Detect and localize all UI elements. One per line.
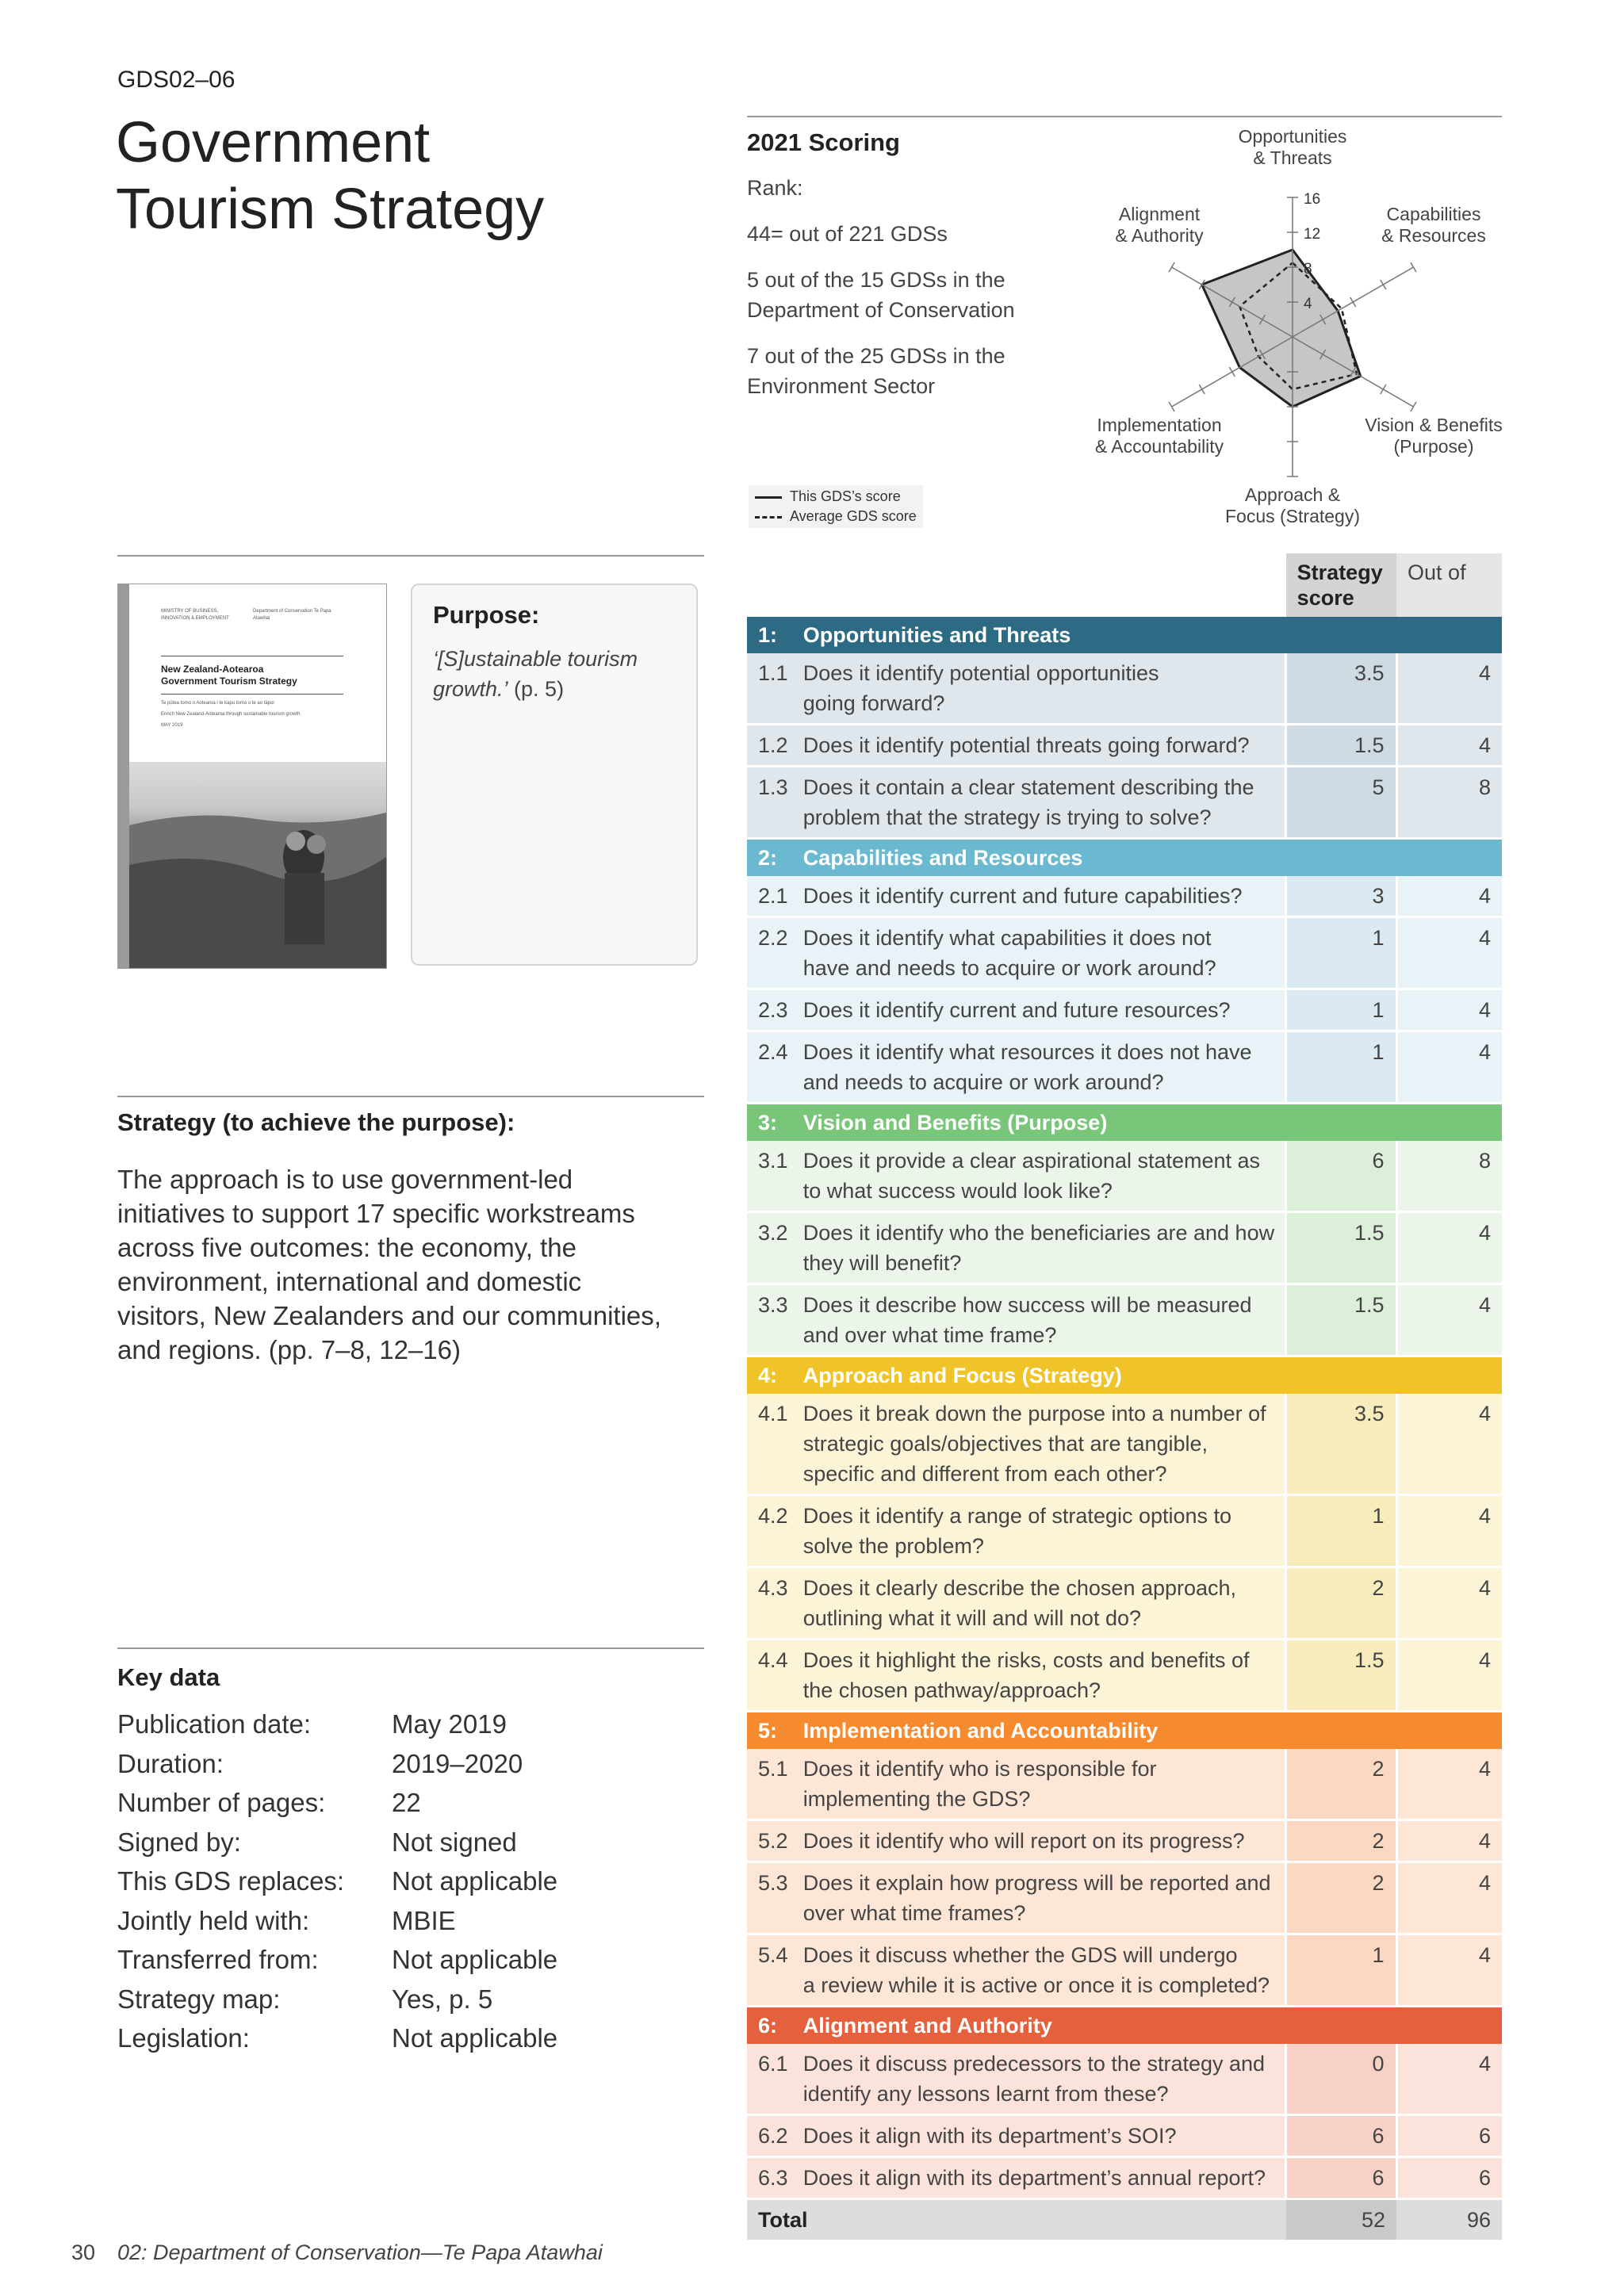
rank-label: Rank: — [747, 176, 803, 200]
question-number: 1.2 — [747, 725, 803, 767]
strategy-score: 1.5 — [1286, 1640, 1396, 1712]
header-score-line: Strategy — [1297, 561, 1383, 584]
key-data-value: Not applicable — [392, 1866, 558, 1896]
strategy-score: 2 — [1286, 1749, 1396, 1820]
question-line: outlining what it will and will not do? — [802, 1606, 1141, 1630]
section-title: Implementation and Accountability — [803, 1712, 1502, 1750]
radar-tick — [1169, 262, 1174, 272]
radar-axis-label — [1381, 204, 1486, 246]
radar-axis-label — [1239, 126, 1347, 168]
key-data-value: May 2019 — [392, 1709, 507, 1739]
question-line: have and needs to acquire or work around? — [802, 956, 1216, 980]
strategy-line: The approach is to use government-led — [117, 1165, 573, 1194]
question-line: a review while it is active or once it is completed? — [802, 1973, 1270, 1997]
question-line: Does it align with its department’s SOI? — [802, 2124, 1177, 2148]
divider-strategy — [117, 1096, 704, 1097]
header-score-line: score — [1297, 586, 1354, 610]
question-number: 1.1 — [747, 653, 803, 725]
strategy-line: visitors, New Zealanders and our communities, — [117, 1301, 661, 1330]
score-table — [747, 553, 1502, 2240]
question-line: Does it break down the purpose into a number of — [802, 1402, 1266, 1425]
cover-title-line-2: Government Tourism Strategy — [161, 675, 297, 687]
question-text — [803, 1934, 1286, 2007]
out-of-score: 4 — [1396, 653, 1502, 725]
header-spacer — [803, 553, 1286, 617]
radar-tick — [1411, 402, 1416, 411]
radar-legend — [749, 485, 923, 528]
question-line: going forward? — [802, 691, 945, 715]
strategy-score: 1 — [1286, 989, 1396, 1031]
radar-axis-label-line: Opportunities — [1238, 126, 1347, 147]
radar-tick — [1381, 385, 1386, 394]
key-data-value: Not signed — [392, 1827, 517, 1857]
question-line: Does it highlight the risks, costs and benefits of — [802, 1648, 1250, 1672]
section-header-row — [747, 617, 1502, 653]
question-text — [803, 1495, 1286, 1567]
out-of-score: 4 — [1396, 1862, 1502, 1934]
radar-axis-label — [1225, 484, 1360, 526]
question-number: 4.2 — [747, 1495, 803, 1567]
radar-axis-label-line: Approach & — [1244, 484, 1341, 505]
question-number: 4.4 — [747, 1640, 803, 1712]
section-title: Opportunities and Threats — [803, 617, 1502, 653]
radar-tick-label: 12 — [1304, 226, 1321, 243]
table-row — [747, 917, 1502, 989]
footer-text: 02: Department of Conservation—Te Papa Atawhai — [117, 2241, 603, 2264]
strategy-score: 1 — [1286, 917, 1396, 989]
question-number: 1.3 — [747, 767, 803, 839]
strategy-score: 1 — [1286, 1031, 1396, 1104]
scoring-title: 2021 Scoring — [747, 128, 900, 156]
radar-axis-label — [1095, 415, 1224, 457]
section-number: 3: — [747, 1104, 803, 1142]
divider-scoring — [747, 116, 1502, 117]
cover-rule-mid — [161, 694, 343, 695]
strategy-score: 3.5 — [1286, 1394, 1396, 1495]
page-title-line-2: Tourism Strategy — [116, 178, 545, 241]
strategy-score: 6 — [1286, 1141, 1396, 1212]
table-row — [747, 1934, 1502, 2007]
key-data-value: Not applicable — [392, 2023, 558, 2053]
cover-sub-line: Enrich New Zealand-Aotearoa through sustainable tourism growth — [161, 712, 301, 717]
question-line: Does it describe how success will be measured — [802, 1293, 1252, 1317]
cover-photo — [129, 762, 386, 968]
strategy-score: 2 — [1286, 1567, 1396, 1640]
radar-tick-label: 4 — [1304, 296, 1312, 312]
out-of-score: 8 — [1396, 767, 1502, 839]
out-of-score: 6 — [1396, 2157, 1502, 2199]
table-row — [747, 653, 1502, 725]
section-header-row — [747, 2007, 1502, 2045]
table-row — [747, 1862, 1502, 1934]
question-line: the chosen pathway/approach? — [802, 1678, 1101, 1702]
key-data-label: Transferred from: — [117, 1945, 319, 1974]
out-of-score: 4 — [1396, 989, 1502, 1031]
question-number: 5.2 — [747, 1820, 803, 1862]
header-out-of: Out of — [1396, 553, 1502, 617]
key-data-label: Duration: — [117, 1748, 224, 1778]
question-line: Does it identify who the beneficiaries are and how — [802, 1221, 1275, 1245]
section-title: Vision and Benefits (Purpose) — [803, 1104, 1502, 1142]
radar-legend-swatch — [755, 516, 782, 519]
question-text — [803, 989, 1286, 1031]
question-line: Does it identify potential opportunities — [802, 661, 1159, 685]
question-text — [803, 725, 1286, 767]
question-text — [803, 767, 1286, 839]
radar-tick — [1199, 385, 1205, 394]
strategy-score: 3.5 — [1286, 653, 1396, 725]
table-row — [747, 1212, 1502, 1284]
section-number: 6: — [747, 2007, 803, 2045]
total-out-of: 96 — [1396, 2199, 1502, 2241]
key-data-label: Legislation: — [117, 2023, 250, 2053]
strategy-score: 6 — [1286, 2115, 1396, 2157]
out-of-score: 4 — [1396, 876, 1502, 917]
table-row — [747, 1567, 1502, 1640]
radar-axis-label-line: & Authority — [1115, 225, 1204, 246]
key-data-label: Number of pages: — [117, 1788, 326, 1817]
document-code: GDS02–06 — [117, 67, 236, 93]
key-data-label: Jointly held with: — [117, 1905, 310, 1935]
out-of-score: 4 — [1396, 1567, 1502, 1640]
question-text — [803, 1394, 1286, 1495]
radar-tick — [1229, 367, 1235, 377]
out-of-score: 4 — [1396, 1031, 1502, 1104]
total-row — [747, 2199, 1502, 2241]
question-text — [803, 917, 1286, 989]
question-text — [803, 1820, 1286, 1862]
question-line: Does it clearly describe the chosen approach, — [802, 1576, 1237, 1600]
total-score: 52 — [1286, 2199, 1396, 2241]
key-data-heading: Key data — [117, 1663, 220, 1691]
question-number: 5.4 — [747, 1934, 803, 2007]
table-header-row — [747, 553, 1502, 617]
question-number: 2.4 — [747, 1031, 803, 1104]
section-header-row — [747, 1104, 1502, 1142]
page-number: 30 — [71, 2241, 96, 2264]
radar-chart — [1023, 119, 1515, 539]
out-of-score: 6 — [1396, 2115, 1502, 2157]
table-row — [747, 1495, 1502, 1567]
radar-axis-label-line: Alignment — [1118, 204, 1201, 224]
question-line: Does it discuss whether the GDS will undergo — [802, 1943, 1238, 1967]
question-line: strategic goals/objectives that are tangible, — [802, 1432, 1208, 1456]
table-row — [747, 2115, 1502, 2157]
cover-maori-line: Te pūtea tomo o Aotearoa i te kapu tomo o te ao tāpoi — [161, 701, 274, 706]
strategy-line: across five outcomes: the economy, the — [117, 1233, 576, 1262]
question-text — [803, 653, 1286, 725]
radar-legend-label: Average GDS score — [790, 508, 917, 524]
section-header-row — [747, 1712, 1502, 1750]
question-line: Does it identify who will report on its progress? — [802, 1829, 1245, 1853]
question-line: problem that the strategy is trying to solve? — [802, 806, 1212, 829]
purpose-quote: ‘[S]ustainable tourism growth.’ — [433, 647, 638, 701]
divider-cover — [117, 555, 704, 557]
question-line: and needs to acquire or work around? — [802, 1070, 1164, 1094]
radar-axis-label-line: & Threats — [1253, 147, 1332, 168]
out-of-score: 4 — [1396, 1284, 1502, 1357]
key-data-value: MBIE — [392, 1905, 456, 1935]
question-number: 6.2 — [747, 2115, 803, 2157]
question-text — [803, 2157, 1286, 2199]
question-text — [803, 1640, 1286, 1712]
question-line: to what success would look like? — [802, 1179, 1113, 1203]
rank-line: 44= out of 221 GDSs — [747, 222, 948, 246]
out-of-score: 4 — [1396, 1495, 1502, 1567]
section-number: 5: — [747, 1712, 803, 1750]
rank-line: 7 out of the 25 GDSs in the — [747, 344, 1005, 368]
rank-line: 5 out of the 15 GDSs in the — [747, 268, 1005, 292]
question-line: identify any lessons learnt from these? — [802, 2082, 1169, 2106]
table-row — [747, 1141, 1502, 1212]
strategy-score: 2 — [1286, 1862, 1396, 1934]
question-number: 6.1 — [747, 2044, 803, 2115]
table-row — [747, 2044, 1502, 2115]
table-row — [747, 1031, 1502, 1104]
strategy-score: 1.5 — [1286, 1212, 1396, 1284]
strategy-score: 0 — [1286, 2044, 1396, 2115]
radar-legend-item — [755, 487, 917, 507]
radar-tick — [1411, 262, 1416, 272]
question-line: Does it discuss predecessors to the strategy and — [802, 2052, 1266, 2076]
radar-axis-label-line: & Accountability — [1094, 436, 1224, 457]
divider-key-data — [117, 1647, 704, 1649]
table-row — [747, 1749, 1502, 1820]
table-row — [747, 767, 1502, 839]
radar-legend-item — [755, 507, 917, 526]
question-line: specific and different from each other? — [802, 1462, 1167, 1486]
purpose-box — [411, 584, 698, 966]
section-number: 2: — [747, 839, 803, 877]
radar-axis-label-line: Implementation — [1097, 415, 1222, 435]
strategy-score: 1.5 — [1286, 1284, 1396, 1357]
header-strategy-score — [1286, 553, 1396, 617]
question-line: Does it explain how progress will be reported and — [802, 1871, 1271, 1895]
question-number: 2.3 — [747, 989, 803, 1031]
strategy-text — [117, 1162, 720, 1367]
question-line: Does it identify potential threats going forward? — [802, 733, 1250, 757]
question-number: 3.1 — [747, 1141, 803, 1212]
question-line: Does it identify what capabilities it does not — [802, 926, 1212, 950]
cover-photo-scene — [129, 762, 386, 968]
out-of-score: 4 — [1396, 1212, 1502, 1284]
page-title — [116, 109, 750, 243]
key-data-label: Publication date: — [117, 1709, 312, 1739]
purpose-text — [433, 644, 679, 704]
key-data-label: This GDS replaces: — [117, 1866, 345, 1896]
header-spacer — [747, 553, 803, 617]
question-line: Does it provide a clear aspirational statement as — [802, 1149, 1261, 1173]
strategy-score: 5 — [1286, 767, 1396, 839]
radar-tick — [1169, 402, 1174, 411]
rank-line: Department of Conservation — [747, 298, 1015, 322]
cover-spine — [118, 584, 129, 968]
strategy-line: initiatives to support 17 specific workstreams — [117, 1199, 635, 1228]
question-number: 5.3 — [747, 1862, 803, 1934]
question-line: implementing the GDS? — [802, 1787, 1031, 1811]
out-of-score: 4 — [1396, 1749, 1502, 1820]
radar-series-this-gds — [1202, 250, 1361, 407]
cover-thumbnail — [117, 584, 387, 969]
strategy-heading: Strategy (to achieve the purpose): — [117, 1108, 515, 1136]
radar-axis-label-line: & Resources — [1381, 225, 1486, 246]
question-text — [803, 1862, 1286, 1934]
question-number: 6.3 — [747, 2157, 803, 2199]
total-label: Total — [747, 2199, 1286, 2241]
radar-axis-label-line: Capabilities — [1386, 204, 1481, 224]
question-line: Does it identify a range of strategic options to — [802, 1504, 1232, 1528]
strategy-line: environment, international and domestic — [117, 1267, 582, 1296]
section-header-row — [747, 839, 1502, 877]
key-data-value: 22 — [392, 1788, 421, 1817]
question-text — [803, 2044, 1286, 2115]
question-number: 2.1 — [747, 876, 803, 917]
key-data-value: 2019–2020 — [392, 1748, 523, 1778]
radar-axis-label — [1365, 415, 1502, 457]
table-row — [747, 2157, 1502, 2199]
purpose-heading: Purpose: — [433, 601, 540, 629]
question-line: over what time frames? — [802, 1901, 1026, 1925]
strategy-score: 1.5 — [1286, 725, 1396, 767]
out-of-score: 4 — [1396, 2044, 1502, 2115]
cover-date: MAY 2019 — [161, 723, 183, 728]
section-title: Approach and Focus (Strategy) — [803, 1357, 1502, 1395]
cover-title-line-1: New Zealand-Aotearoa — [161, 664, 264, 675]
question-line: they will benefit? — [802, 1251, 962, 1275]
radar-axis-label-line: (Purpose) — [1393, 436, 1474, 457]
question-text — [803, 1141, 1286, 1212]
radar-tick — [1350, 297, 1356, 307]
radar-axis-label-line: Vision & Benefits — [1365, 415, 1503, 435]
question-number: 5.1 — [747, 1749, 803, 1820]
question-text — [803, 1212, 1286, 1284]
rank-line: Environment Sector — [747, 374, 936, 398]
radar-legend-swatch — [755, 496, 782, 499]
radar-legend-label: This GDS’s score — [790, 488, 901, 504]
question-number: 3.3 — [747, 1284, 803, 1357]
question-line: Does it align with its department’s annual report? — [802, 2166, 1266, 2190]
table-row — [747, 876, 1502, 917]
cover-logo-right: Department of Conservation Te Papa Atawhai — [253, 609, 331, 621]
question-line: Does it identify current and future resources? — [802, 998, 1231, 1022]
table-row — [747, 1820, 1502, 1862]
cover-title — [161, 664, 343, 687]
radar-tick — [1381, 280, 1386, 289]
section-number: 1: — [747, 617, 803, 653]
question-line: solve the problem? — [802, 1534, 984, 1558]
purpose-ref: (p. 5) — [508, 677, 565, 701]
table-row — [747, 989, 1502, 1031]
question-number: 3.2 — [747, 1212, 803, 1284]
question-number: 4.3 — [747, 1567, 803, 1640]
key-data-value: Yes, p. 5 — [392, 1984, 493, 2014]
cover-logo-left: MINISTRY OF BUSINESS, INNOVATION & EMPLOYMENT — [161, 609, 229, 621]
out-of-score: 4 — [1396, 1934, 1502, 2007]
strategy-score: 1 — [1286, 1934, 1396, 2007]
question-text — [803, 1284, 1286, 1357]
table-row — [747, 1640, 1502, 1712]
out-of-score: 8 — [1396, 1141, 1502, 1212]
question-line: Does it identify current and future capabilities? — [802, 884, 1243, 908]
section-header-row — [747, 1357, 1502, 1395]
table-row — [747, 1394, 1502, 1495]
question-text — [803, 2115, 1286, 2157]
radar-tick-label: 8 — [1304, 261, 1312, 277]
question-line: Does it contain a clear statement describing the — [802, 775, 1254, 799]
radar-tick-label: 16 — [1304, 191, 1321, 208]
section-number: 4: — [747, 1357, 803, 1395]
strategy-line: and regions. (pp. 7–8, 12–16) — [117, 1335, 461, 1364]
out-of-score: 4 — [1396, 1640, 1502, 1712]
radar-axis-label — [1115, 204, 1204, 246]
out-of-score: 4 — [1396, 1394, 1502, 1495]
out-of-score: 4 — [1396, 917, 1502, 989]
question-text — [803, 876, 1286, 917]
strategy-score: 2 — [1286, 1820, 1396, 1862]
out-of-score: 4 — [1396, 725, 1502, 767]
question-text — [803, 1749, 1286, 1820]
section-title: Capabilities and Resources — [803, 839, 1502, 877]
question-number: 2.2 — [747, 917, 803, 989]
table-row — [747, 725, 1502, 767]
question-text — [803, 1567, 1286, 1640]
strategy-score: 3 — [1286, 876, 1396, 917]
question-number: 4.1 — [747, 1394, 803, 1495]
question-line: and over what time frame? — [802, 1323, 1057, 1347]
key-data-label: Signed by: — [117, 1827, 241, 1857]
strategy-score: 6 — [1286, 2157, 1396, 2199]
out-of-score: 4 — [1396, 1820, 1502, 1862]
radar-axis-label-line: Focus (Strategy) — [1225, 506, 1360, 526]
table-row — [747, 1284, 1502, 1357]
page-title-line-1: Government — [116, 111, 431, 174]
key-data-value: Not applicable — [392, 1945, 558, 1974]
section-title: Alignment and Authority — [803, 2007, 1502, 2045]
question-text — [803, 1031, 1286, 1104]
strategy-score: 1 — [1286, 1495, 1396, 1567]
question-line: Does it identify who is responsible for — [802, 1757, 1157, 1781]
question-line: Does it identify what resources it does not have — [802, 1040, 1252, 1064]
key-data-label: Strategy map: — [117, 1984, 281, 2014]
